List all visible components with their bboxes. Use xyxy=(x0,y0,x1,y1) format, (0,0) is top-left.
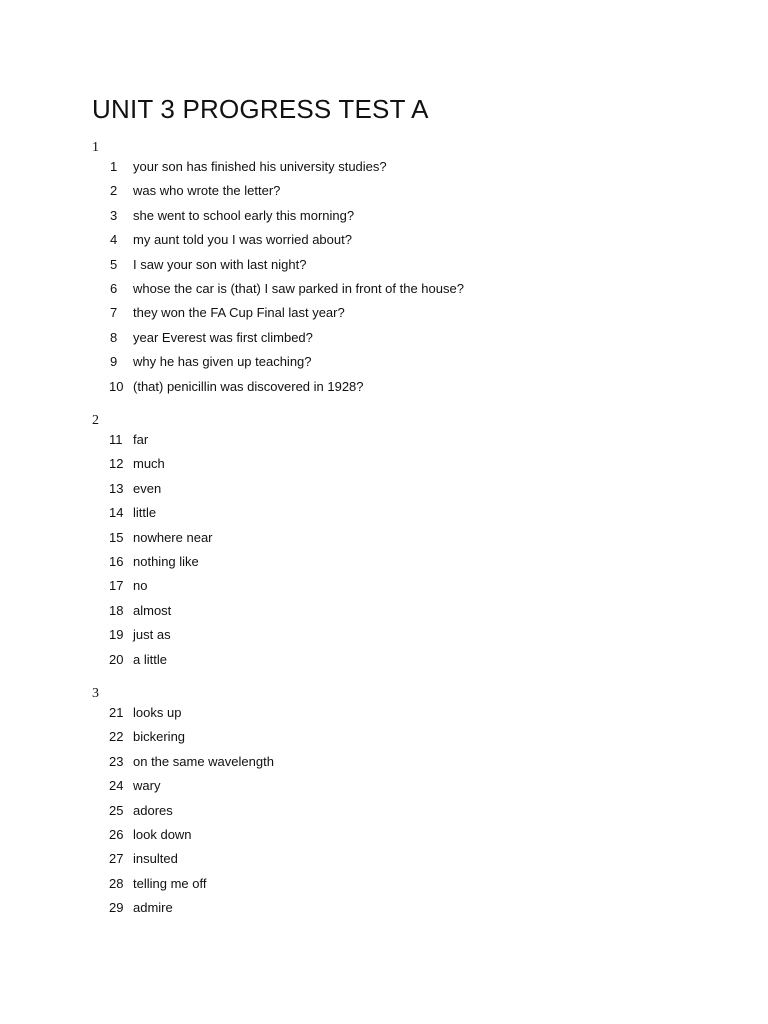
item-number: 6 xyxy=(110,280,118,296)
list-item xyxy=(0,728,768,752)
list-item xyxy=(0,353,768,377)
list-item xyxy=(0,626,768,650)
item-number: 10 xyxy=(109,378,124,394)
item-number: 13 xyxy=(109,480,124,496)
item-text: much xyxy=(133,456,165,472)
list-item xyxy=(0,378,768,402)
item-number: 26 xyxy=(109,826,124,842)
item-text: insulted xyxy=(133,851,178,867)
item-text: (that) penicillin was discovered in 1928? xyxy=(133,378,364,394)
list-item xyxy=(0,850,768,874)
item-number: 29 xyxy=(109,900,124,916)
answer-list xyxy=(0,158,768,402)
list-item xyxy=(0,256,768,280)
item-number: 25 xyxy=(109,802,124,818)
item-text: just as xyxy=(133,627,171,643)
list-item xyxy=(0,753,768,777)
list-item xyxy=(0,553,768,577)
section-number: 1 xyxy=(92,140,99,155)
item-number: 19 xyxy=(109,627,124,643)
item-text: why he has given up teaching? xyxy=(133,354,312,370)
list-item xyxy=(0,899,768,923)
item-number: 16 xyxy=(109,553,124,569)
item-number: 22 xyxy=(109,729,124,745)
list-item xyxy=(0,602,768,626)
item-number: 5 xyxy=(110,256,118,272)
list-item xyxy=(0,329,768,353)
item-text: far xyxy=(133,432,149,447)
page-title: UNIT 3 PROGRESS TEST A xyxy=(92,94,429,124)
item-text: no xyxy=(133,578,148,594)
item-text: little xyxy=(133,505,157,521)
item-number: 18 xyxy=(109,602,124,618)
item-number: 3 xyxy=(110,207,118,223)
item-number: 1 xyxy=(110,159,118,174)
item-text: a little xyxy=(133,651,167,667)
item-number: 12 xyxy=(109,456,124,472)
answer-list xyxy=(0,704,768,924)
item-number: 7 xyxy=(110,305,118,321)
item-text: look down xyxy=(133,826,192,842)
item-number: 28 xyxy=(109,875,124,891)
item-text: was who wrote the letter? xyxy=(133,183,281,199)
item-text: bickering xyxy=(133,729,186,745)
list-item xyxy=(0,207,768,231)
item-text: nowhere near xyxy=(133,529,213,545)
item-text: they won the FA Cup Final last year? xyxy=(133,305,345,321)
list-item xyxy=(0,802,768,826)
list-item xyxy=(0,704,768,728)
item-text: my aunt told you I was worried about? xyxy=(133,232,352,248)
item-number: 20 xyxy=(109,651,124,667)
item-number: 17 xyxy=(109,578,124,594)
list-item xyxy=(0,504,768,528)
list-item xyxy=(0,577,768,601)
list-item xyxy=(0,529,768,553)
section-number: 3 xyxy=(92,686,99,701)
item-number: 2 xyxy=(110,183,118,199)
list-item xyxy=(0,158,768,182)
item-text: whose the car is (that) I saw parked in front of the house? xyxy=(133,280,464,296)
item-text: looks up xyxy=(133,705,182,720)
list-item xyxy=(0,826,768,850)
list-item xyxy=(0,182,768,206)
answer-list xyxy=(0,431,768,675)
item-number: 27 xyxy=(109,851,124,867)
item-text: nothing like xyxy=(133,553,199,569)
list-item xyxy=(0,431,768,455)
item-text: year Everest was first climbed? xyxy=(133,329,313,345)
item-text: she went to school early this morning? xyxy=(133,207,355,223)
item-number: 11 xyxy=(109,432,123,447)
item-text: on the same wavelength xyxy=(133,753,274,769)
section-number: 2 xyxy=(92,413,99,428)
item-number: 8 xyxy=(110,329,118,345)
list-item xyxy=(0,304,768,328)
list-item xyxy=(0,280,768,304)
list-item xyxy=(0,231,768,255)
item-text: your son has finished his university studies? xyxy=(133,159,387,174)
item-text: adores xyxy=(133,802,173,818)
list-item xyxy=(0,777,768,801)
item-number: 4 xyxy=(110,232,118,248)
list-item xyxy=(0,455,768,479)
item-number: 15 xyxy=(109,529,124,545)
item-text: telling me off xyxy=(133,875,207,891)
item-text: wary xyxy=(133,778,161,794)
list-item xyxy=(0,875,768,899)
item-number: 14 xyxy=(109,505,124,521)
item-text: admire xyxy=(133,900,173,916)
item-number: 9 xyxy=(110,354,118,370)
list-item xyxy=(0,651,768,675)
list-item xyxy=(0,480,768,504)
item-number: 23 xyxy=(109,753,124,769)
item-text: I saw your son with last night? xyxy=(133,256,307,272)
item-text: almost xyxy=(133,602,172,618)
item-number: 24 xyxy=(109,778,124,794)
item-number: 21 xyxy=(109,705,124,720)
item-text: even xyxy=(133,480,162,496)
